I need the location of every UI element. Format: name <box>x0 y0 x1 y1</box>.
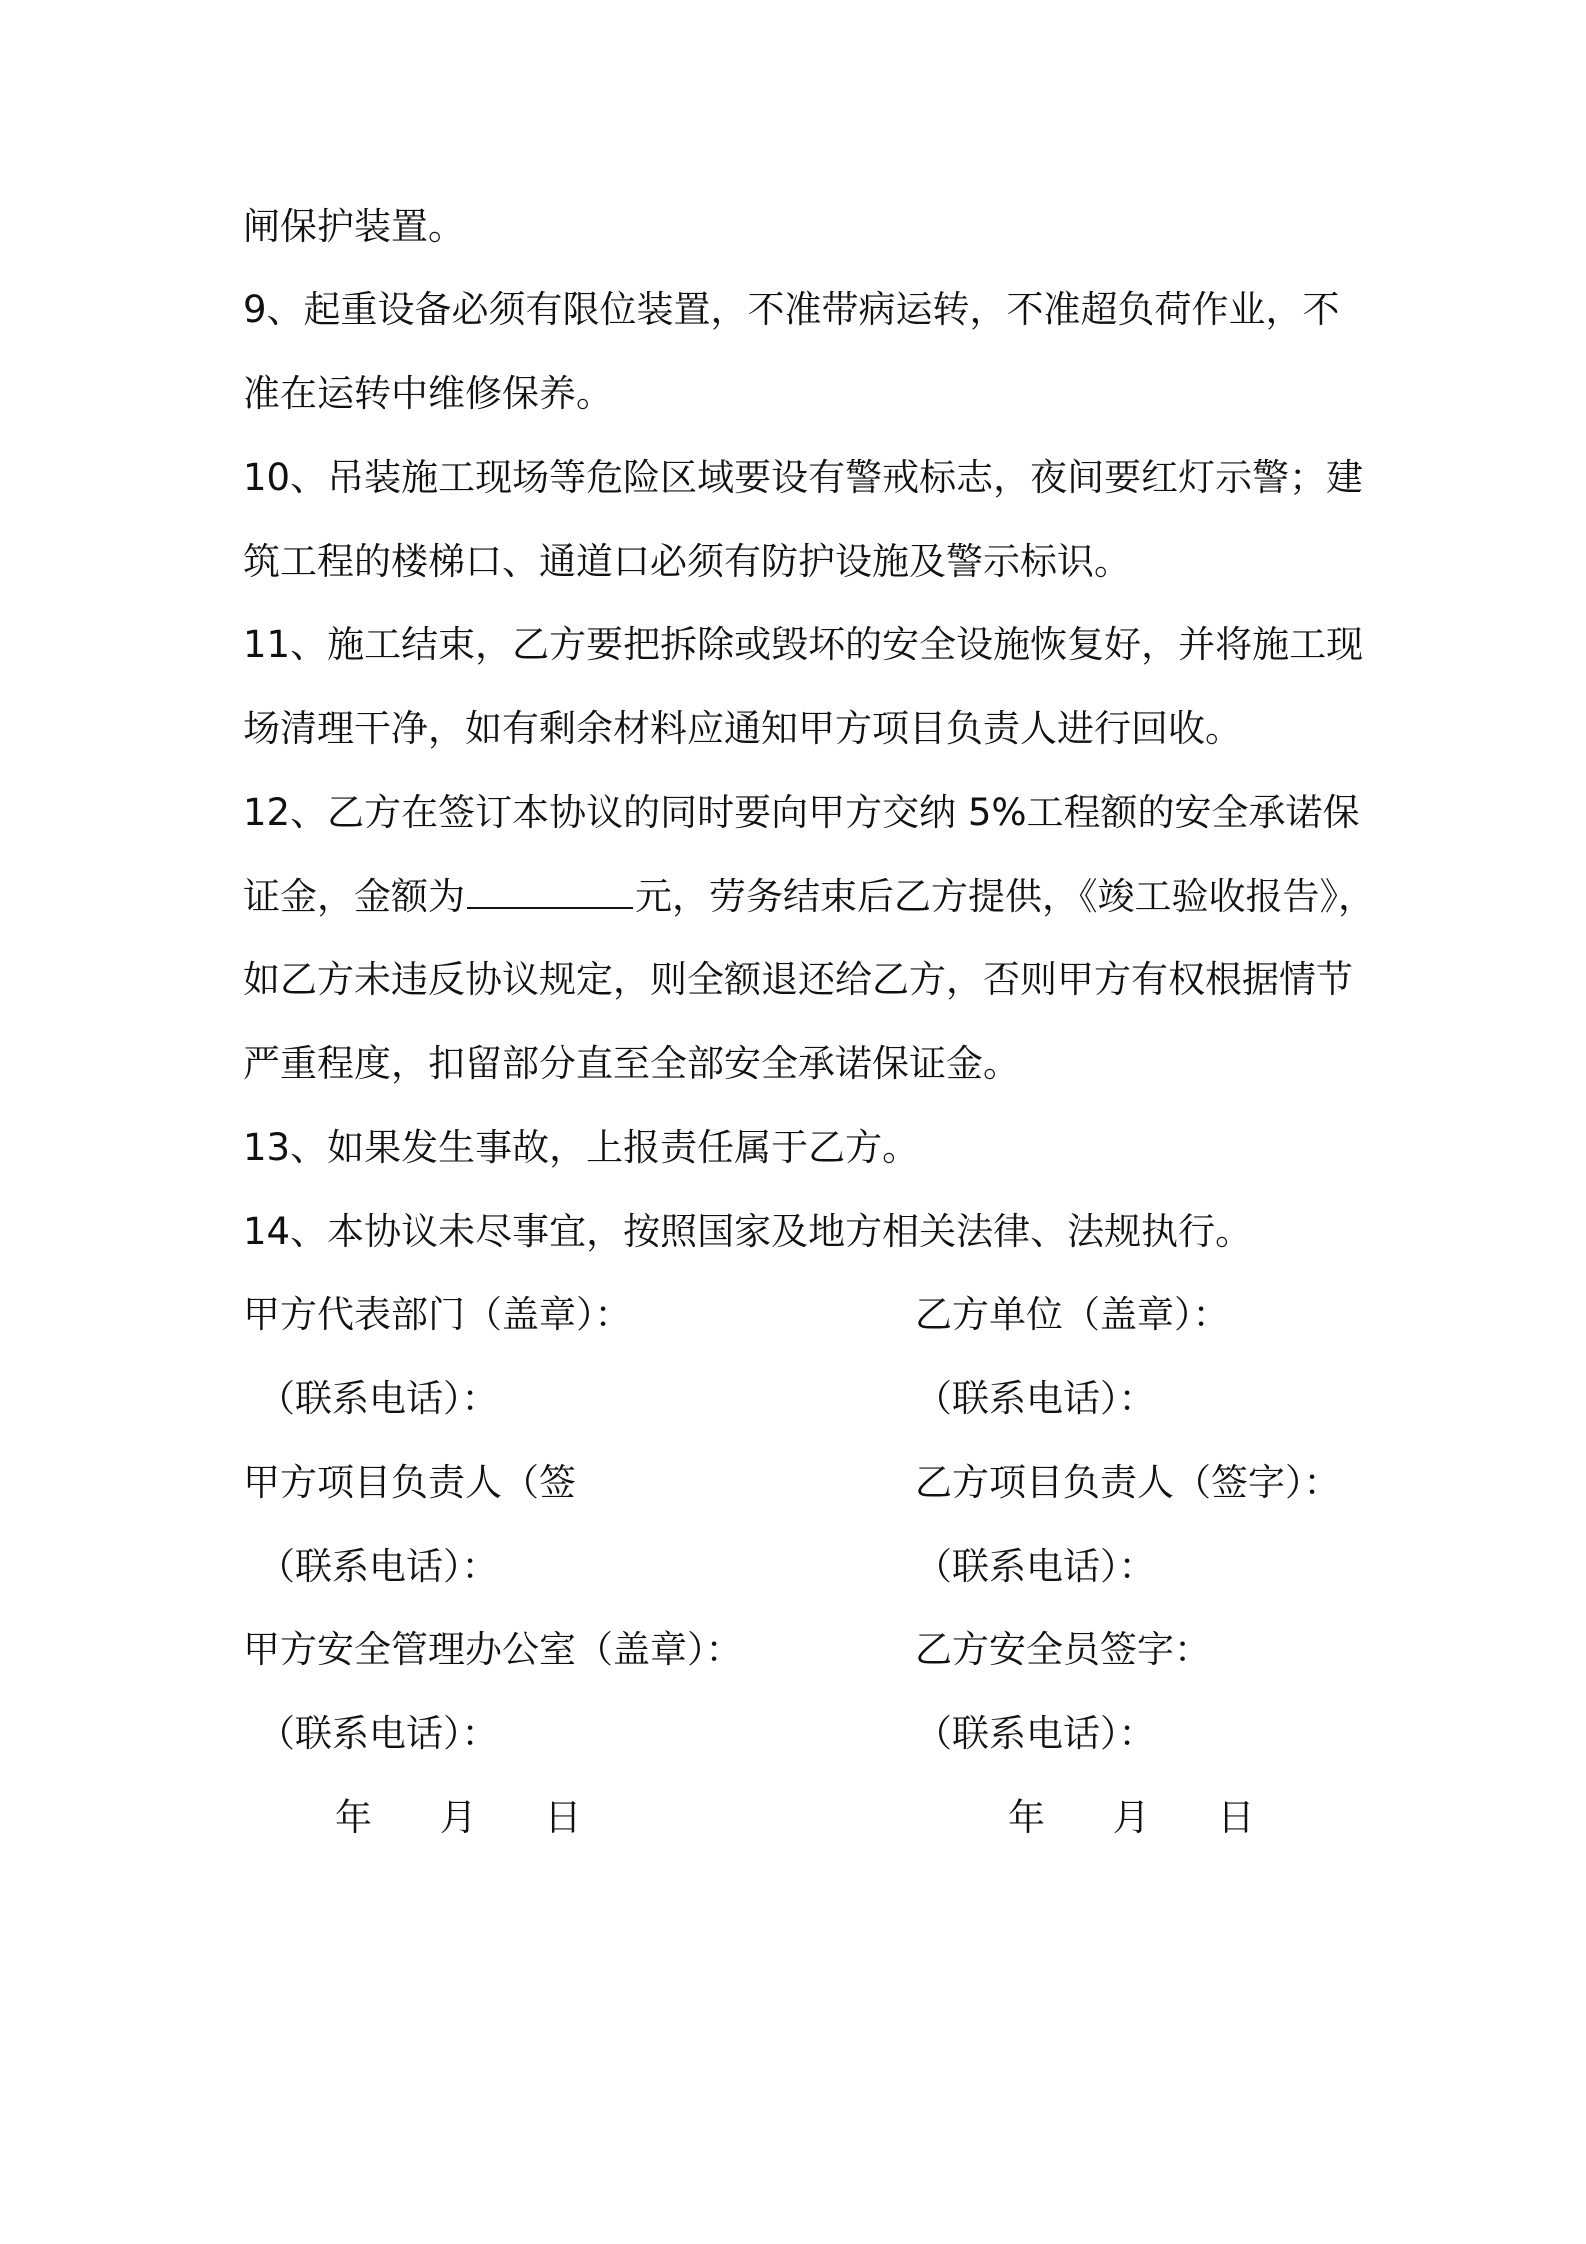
text-line: 11、施工结束，乙方要把拆除或毁坏的安全设施恢复好，并将施工现 <box>243 623 1364 666</box>
date-year: 年 <box>1008 1796 1045 1839</box>
party-b-unit-seal: 乙方单位（盖章）： <box>915 1293 1230 1336</box>
text-line: 13、如果发生事故，上报责任属于乙方。 <box>243 1126 920 1169</box>
text-line: 筑工程的楼梯口、通道口必须有防护设施及警示标识。 <box>243 540 1131 583</box>
deposit-amount-suffix: 元，劳务结束后乙方提供，《竣工验收报告》， <box>635 875 1375 918</box>
party-b-phone: （联系电话）： <box>915 1712 1156 1755</box>
date-month: 月 <box>439 1796 477 1839</box>
text-line: 准在运转中维修保养。 <box>243 372 613 415</box>
deposit-amount-blank[interactable] <box>467 877 633 909</box>
party-b-project-lead-signature: 乙方项目负责人（签字）： <box>915 1461 1341 1504</box>
text-line: 严重程度，扣留部分直至全部安全承诺保证金。 <box>243 1042 1020 1085</box>
deposit-amount-prefix: 证金，金额为 <box>243 875 465 918</box>
date-month: 月 <box>1112 1796 1150 1839</box>
party-a-safety-office-seal: 甲方安全管理办公室（盖章）： <box>243 1628 743 1671</box>
party-b-phone: （联系电话）： <box>915 1377 1156 1420</box>
party-b-date <box>1008 1796 1255 1840</box>
text-line: 如乙方未违反协议规定，则全额退还给乙方，否则甲方有权根据情节 <box>243 958 1353 1001</box>
party-b-safety-officer-signature: 乙方安全员签字： <box>915 1628 1211 1671</box>
text-line: 10、吊装施工现场等危险区域要设有警戒标志，夜间要红灯示警；建 <box>243 456 1364 499</box>
date-year: 年 <box>335 1796 372 1839</box>
text-line: 闸保护装置。 <box>243 205 465 248</box>
text-line: 9、起重设备必须有限位装置，不准带病运转，不准超负荷作业，不 <box>243 288 1340 331</box>
party-a-date <box>335 1796 582 1840</box>
party-a-phone: （联系电话）： <box>258 1545 499 1588</box>
text-line: 14、本协议未尽事宜，按照国家及地方相关法律、法规执行。 <box>243 1210 1253 1253</box>
party-b-phone: （联系电话）： <box>915 1545 1156 1588</box>
deposit-amount-line <box>243 875 1375 919</box>
party-a-project-lead-signature: 甲方项目负责人（签 <box>243 1461 576 1504</box>
text-line: 12、乙方在签订本协议的同时要向甲方交纳 5%工程额的安全承诺保 <box>243 791 1360 834</box>
date-day: 日 <box>544 1796 582 1839</box>
date-day: 日 <box>1217 1796 1255 1839</box>
party-a-phone: （联系电话）： <box>258 1712 499 1755</box>
party-a-phone: （联系电话）： <box>258 1377 499 1420</box>
text-line: 场清理干净，如有剩余材料应通知甲方项目负责人进行回收。 <box>243 707 1242 750</box>
party-a-department-seal: 甲方代表部门（盖章）： <box>243 1293 632 1336</box>
